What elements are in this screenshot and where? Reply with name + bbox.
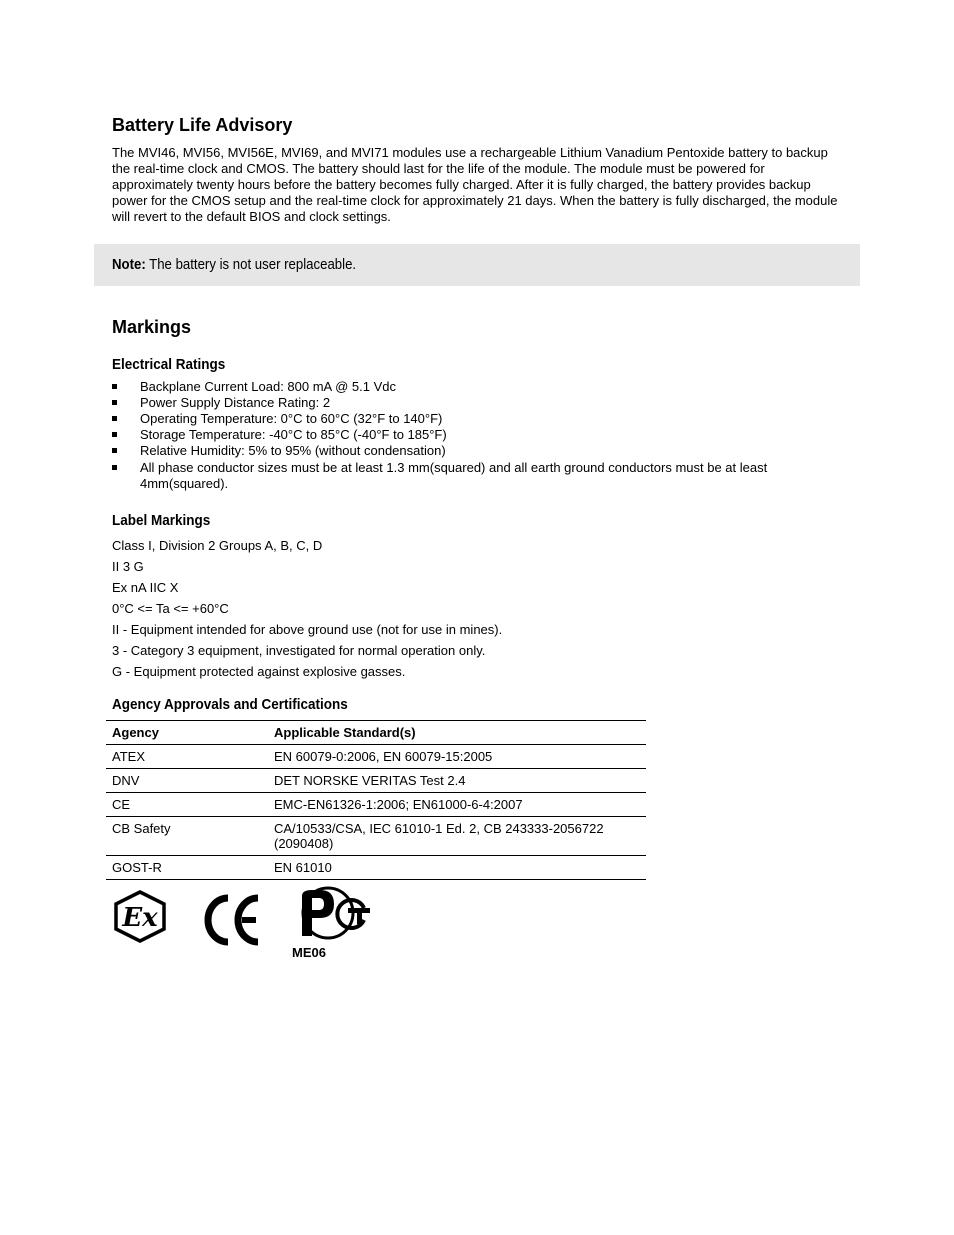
electrical-ratings-heading: Electrical Ratings: [112, 356, 226, 373]
ex-atex-icon: [112, 892, 168, 941]
list-item: All phase conductor sizes must be at least 1.3 mm(squared) and all earth ground conductors must be at least 4mm(squared).: [112, 460, 832, 492]
label-markings-list: [112, 535, 502, 682]
note-box: [94, 244, 860, 286]
label-markings-heading: Label Markings: [112, 512, 211, 529]
list-item: II - Equipment intended for above ground use (not for use in mines).: [112, 622, 503, 637]
agency-cell: CB Safety: [106, 817, 268, 856]
note-text: [112, 256, 356, 273]
list-item: Relative Humidity: 5% to 95% (without condensation): [112, 443, 832, 459]
agency-cell: ATEX: [106, 745, 268, 769]
list-item: 0°C <= Ta <= +60°C: [112, 601, 229, 616]
gost-r-icon: [302, 888, 370, 938]
note-body: The battery is not user replaceable.: [145, 256, 357, 273]
table-row: [106, 793, 646, 817]
ce-mark-icon: [208, 898, 258, 942]
table-header-row: [106, 721, 646, 745]
bullet-icon: [112, 384, 117, 389]
standard-cell: EN 60079-0:2006, EN 60079-15:2005: [268, 745, 646, 769]
agency-table: [106, 720, 646, 880]
standard-cell: EN 61010: [268, 856, 646, 880]
bullet-icon: [112, 400, 117, 405]
note-label: Note:: [112, 256, 146, 273]
list-item: Backplane Current Load: 800 mA @ 5.1 Vdc: [112, 379, 832, 395]
logo-caption: ME06: [292, 945, 326, 960]
battery-paragraph: The MVI46, MVI56, MVI56E, MVI69, and MVI71 modules use a rechargeable Lithium Vanadium Pentoxide battery to backup the real-time clock and CMOS. The battery should last for the life of the module. The module must be powered for approximately twenty hours before the battery becomes fully charged. After it is fully charged, the battery provides backup power for the CMOS setup and the real-time clock for approximately 21 days. When the battery is fully discharged, the module will revert to the default BIOS and clock settings.: [112, 145, 838, 224]
svg-text:Ex: Ex: [122, 903, 158, 933]
agency-cell: GOST-R: [106, 856, 268, 880]
column-header-standards: Applicable Standard(s): [268, 721, 646, 745]
list-item: Ex nA IIC X: [112, 580, 179, 595]
table-row: [106, 817, 646, 856]
agency-cell: DNV: [106, 769, 268, 793]
certification-logos: [110, 884, 410, 974]
standard-cell: CA/10533/CSA, IEC 61010-1 Ed. 2, CB 243333-2056722 (2090408): [268, 817, 646, 856]
markings-heading: Markings: [112, 317, 192, 337]
battery-heading: Battery Life Advisory: [112, 115, 293, 135]
list-item: G - Equipment protected against explosive gasses.: [112, 664, 406, 679]
bullet-icon: [112, 465, 117, 470]
list-item: Class I, Division 2 Groups A, B, C, D: [112, 538, 323, 553]
electrical-ratings-list: [112, 379, 832, 492]
bullet-icon: [112, 432, 117, 437]
list-item: II 3 G: [112, 559, 144, 574]
bullet-icon: [112, 416, 117, 421]
standard-cell: DET NORSKE VERITAS Test 2.4: [268, 769, 646, 793]
agency-cell: CE: [106, 793, 268, 817]
table-row: [106, 769, 646, 793]
list-item: 3 - Category 3 equipment, investigated for normal operation only.: [112, 643, 486, 658]
list-item: Storage Temperature: -40°C to 85°C (-40°F to 185°F): [112, 427, 832, 443]
list-item: Operating Temperature: 0°C to 60°C (32°F to 140°F): [112, 411, 832, 427]
standard-cell: EMC-EN61326-1:2006; EN61000-6-4:2007: [268, 793, 646, 817]
column-header-agency: Agency: [106, 721, 268, 745]
agency-heading: Agency Approvals and Certifications: [112, 696, 348, 713]
table-row: [106, 745, 646, 769]
bullet-icon: [112, 448, 117, 453]
list-item: Power Supply Distance Rating: 2: [112, 395, 832, 411]
table-row: [106, 856, 646, 880]
